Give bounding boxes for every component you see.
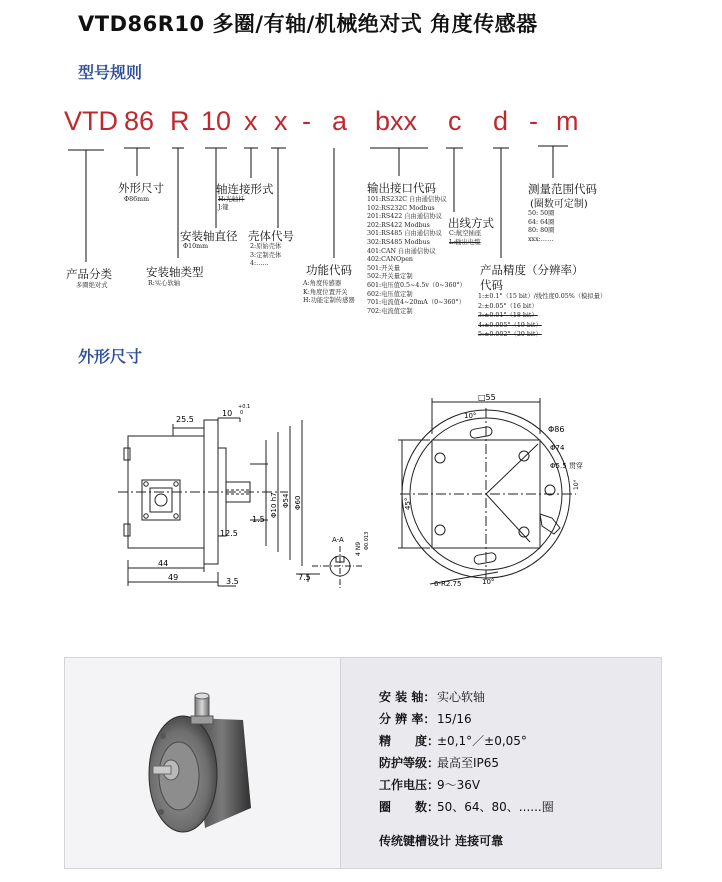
- note-range-code: 80: 80圈: [528, 227, 555, 235]
- product-photo-card: [64, 657, 342, 869]
- section-title-model-rules: 型号规则: [78, 63, 143, 82]
- note-output-code: 701:电流值4~20mA（0~360°）: [367, 299, 465, 307]
- note-precision-code: 4:±0.005°（19 bit）: [478, 321, 542, 329]
- spec-key: 防护等级：: [379, 756, 440, 770]
- spec-row-turns: [379, 798, 554, 815]
- spec-key: 圈 数：: [379, 800, 440, 814]
- note-shaft-connection: J:键: [218, 204, 229, 211]
- label-range-code: 测量范围代码: [528, 182, 597, 196]
- note-output-code: 501:开关量: [367, 264, 401, 272]
- spec-value: 实心软轴: [437, 690, 486, 704]
- code-part-diameter: 10: [201, 106, 232, 136]
- dim-right-d6: 10°: [573, 479, 580, 490]
- label-outline-size: 外形尺寸: [118, 181, 164, 195]
- code-part-series: VTD: [64, 106, 118, 136]
- note-housing-code: 3:定制壳体: [250, 251, 282, 259]
- section-aa-drawing: [292, 520, 372, 594]
- note-outlet-mode: C:航空插座: [449, 230, 482, 237]
- spec-value: ±0,1°／±0,05°: [437, 734, 527, 748]
- dim-left-d13: Φ0.013: [364, 531, 370, 550]
- label-range-code-2: (圈数可定制): [530, 199, 588, 210]
- note-housing-code: 2:原始壳体: [250, 243, 282, 250]
- spec-value: 最高至IP65: [437, 756, 500, 770]
- note-output-code: 702:电流值定制: [367, 307, 413, 315]
- dim-left-d9: Φ54: [282, 493, 290, 508]
- dim-left-d1: 25.5: [176, 415, 194, 424]
- spec-row-voltage: [379, 776, 480, 793]
- spec-key: 精 度：: [379, 734, 440, 748]
- dim-left-d7: 1.5: [252, 515, 265, 524]
- spec-row-shaft: [379, 688, 485, 705]
- note-output-code: 602:电压值定制: [367, 290, 413, 298]
- dim-right-d7: 6-R2.75: [434, 580, 462, 588]
- note-function-code: K:角度位置开关: [303, 288, 348, 296]
- note-function-code: H:功能定制传感器: [303, 297, 355, 305]
- dim-right-d9: 45°: [404, 497, 412, 510]
- dim-left-tol-dn: 0: [240, 410, 244, 416]
- spec-key: 分 辨 率：: [379, 712, 436, 726]
- code-part-mount: R: [170, 106, 190, 136]
- dim-right-d4: Φ74: [550, 444, 565, 452]
- note-shaft-diameter: Φ10mm: [183, 243, 209, 250]
- note-output-code: 201:RS422 自由通信协议: [367, 213, 442, 221]
- spec-value: 9～36V: [437, 778, 481, 792]
- dim-left-d11: 7.5: [298, 573, 311, 582]
- note-output-code: 301:RS485 自由通信协议: [367, 230, 442, 238]
- spec-row-accuracy: [379, 732, 527, 749]
- page-title: VTD86R10 多圈/有轴/机械绝对式 角度传感器: [78, 12, 538, 36]
- note-outline-size: Φ86mm: [124, 196, 150, 203]
- spec-panel: [340, 657, 662, 869]
- spec-value: 50、64、80、......圈: [437, 800, 554, 814]
- note-output-code: 101:RS232C 自由通信协议: [367, 196, 447, 203]
- spec-row-protection: [379, 754, 499, 771]
- note-housing-code: 4:……: [250, 260, 269, 268]
- label-shaft-diameter: 安装轴直径: [180, 229, 238, 243]
- dim-left-tol-up: +0.1: [238, 404, 251, 410]
- dim-right-d2: 10°: [464, 412, 477, 420]
- note-output-code: 302:RS485 Modbus: [367, 239, 430, 246]
- spec-row-resolution: [379, 710, 472, 727]
- note-range-code: 64: 64圈: [528, 218, 555, 226]
- code-part-dash: -: [302, 106, 311, 136]
- note-range-code: xxx:……: [528, 235, 554, 243]
- code-part-size: 86: [124, 106, 155, 136]
- note-precision-code: 5:±0.002°（20 bit）: [478, 331, 542, 339]
- label-mount-type: 安装轴类型: [146, 265, 204, 279]
- note-function-code: A:角度传感器: [303, 280, 342, 287]
- note-shaft-connection: H:光轴杆: [218, 196, 245, 203]
- spec-tagline: 传统键槽设计 连接可靠: [379, 834, 504, 848]
- note-output-code: 402:CANOpen: [367, 256, 413, 264]
- code-part-function: a: [332, 106, 348, 136]
- product-image: [65, 658, 341, 868]
- label-housing-code: 壳体代号: [248, 229, 294, 243]
- note-mount-type: R:实心软轴: [148, 280, 181, 287]
- dim-left-d12: 4 N9: [355, 541, 362, 556]
- note-output-code: 202:RS422 Modbus: [367, 221, 430, 229]
- code-part-output: bxx: [375, 106, 418, 136]
- spec-key: 安 装 轴：: [379, 690, 436, 704]
- label-precision-code: 产品精度（分辨率）: [480, 263, 584, 277]
- dim-left-d3: 44: [158, 559, 169, 568]
- note-product-class: 多圈绝对式: [76, 282, 108, 289]
- dim-left-d4: 49: [168, 573, 179, 582]
- note-output-code: 502:开关量定制: [367, 273, 413, 281]
- note-range-code: 50: 50圈: [528, 210, 555, 217]
- spec-value: 15/16: [437, 712, 472, 726]
- label-function-code: 功能代码: [306, 263, 352, 277]
- note-output-code: 401:CAN 自由通信协议: [367, 247, 436, 255]
- label-product-class: 产品分类: [66, 267, 112, 281]
- note-precision-code: 1:±0.1°（15 bit）/线性度0.05%（模拟量）: [478, 293, 607, 300]
- code-part-range: m: [556, 106, 579, 136]
- dim-left-d2: 10: [222, 409, 233, 418]
- dim-right-d3: Φ86: [548, 425, 565, 434]
- label-shaft-connection: 轴连接形式: [216, 182, 274, 196]
- dim-left-d8: Φ10 h7: [270, 492, 278, 518]
- dim-right-d5: Φ5.5 贯穿: [550, 462, 583, 470]
- code-part-dash: -: [529, 106, 538, 136]
- label-outlet-mode: 出线方式: [448, 216, 494, 230]
- dim-section-label: A-A: [332, 536, 344, 544]
- model-bracket-lines: [0, 0, 722, 345]
- spec-key: 工作电压：: [379, 778, 440, 792]
- dim-left-d6: 12.5: [220, 529, 238, 538]
- note-output-code: 601:电压值0.5~4.5v（0~360°）: [367, 282, 466, 289]
- code-part-connection: x: [244, 106, 258, 136]
- dim-right-d8: 10°: [482, 578, 495, 586]
- front-view-drawing: [380, 390, 602, 600]
- dim-right-d1: □55: [478, 393, 496, 402]
- label-output-code: 输出接口代码: [367, 181, 436, 195]
- dim-left-d5: 3.5: [226, 577, 239, 586]
- dim-left-d10: Φ60: [294, 495, 302, 510]
- code-part-precision: d: [493, 106, 509, 136]
- code-part-outlet: c: [448, 106, 462, 136]
- note-output-code: 102:RS232C Modbus: [367, 204, 435, 212]
- code-part-housing: x: [274, 106, 288, 136]
- label-precision-code-2: 代码: [480, 278, 503, 292]
- note-precision-code: 3:±0.01°（18 bit）: [478, 312, 538, 320]
- note-precision-code: 2:±0.05°（16 bit）: [478, 302, 538, 310]
- section-title-dimensions: 外形尺寸: [78, 347, 143, 366]
- note-outlet-mode: L:输出电缆: [449, 239, 481, 246]
